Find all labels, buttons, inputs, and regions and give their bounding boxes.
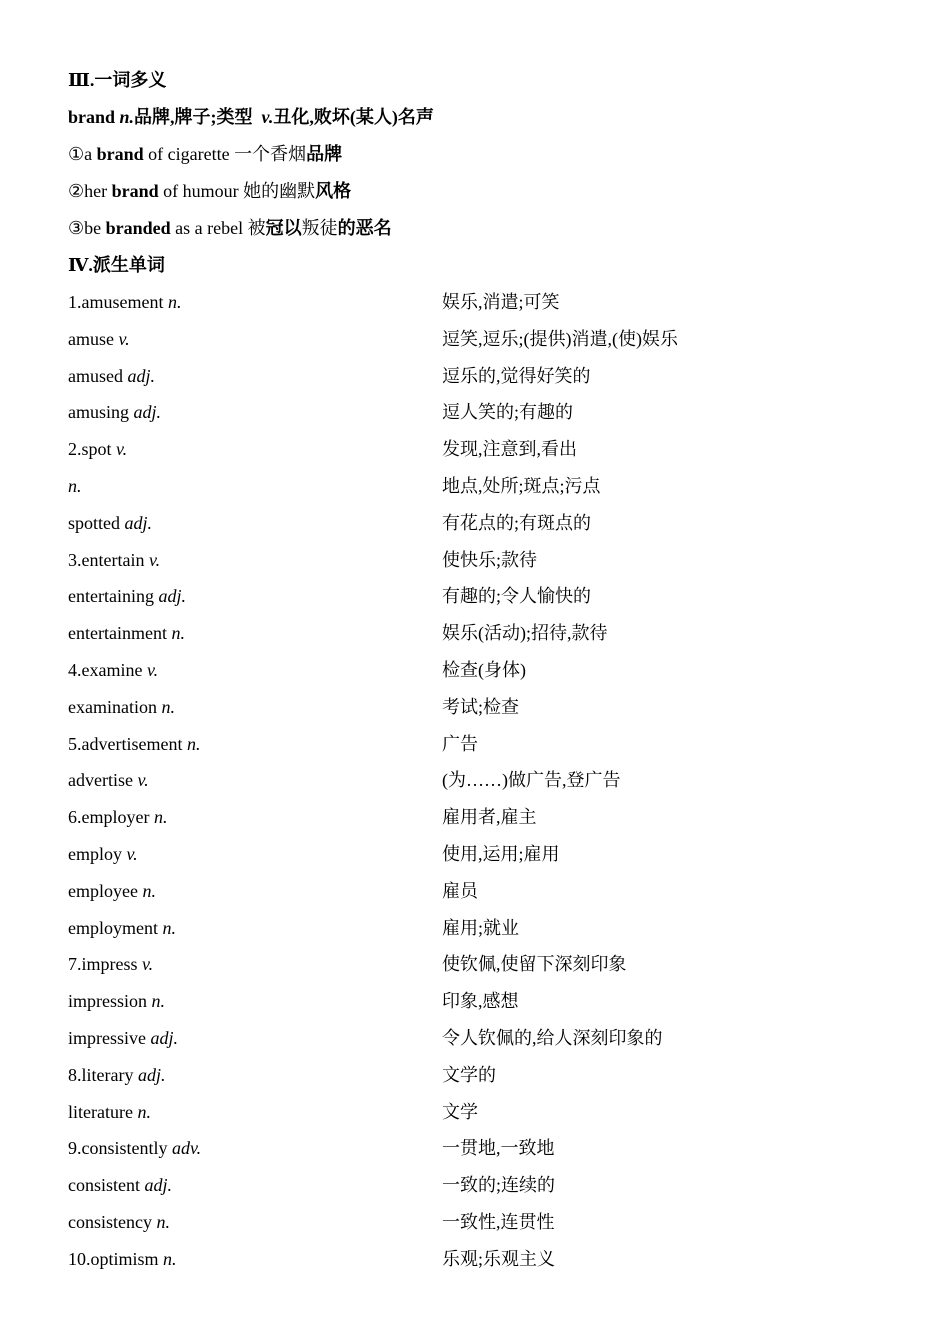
word-cell: [68, 582, 442, 619]
part-of-speech: n.: [142, 880, 156, 901]
entry-meaning-verb: 丑化,败坏(某人)名声: [273, 107, 434, 127]
word-cell: [68, 1061, 442, 1098]
list-item: [68, 877, 888, 914]
part-of-speech: adj.: [158, 586, 186, 607]
document-page: [68, 66, 888, 1282]
part-of-speech: v.: [137, 770, 149, 791]
word-cell: [68, 1245, 442, 1282]
meaning-cell: 一致性,连贯性: [442, 1211, 555, 1232]
list-item: [68, 398, 888, 435]
list-item: [68, 1061, 888, 1098]
list-item: [68, 546, 888, 583]
example-keyword: brand: [96, 144, 144, 164]
example-keyword-cn: 冠以: [265, 218, 302, 238]
list-item: [68, 582, 888, 619]
example-text: 叛徒: [301, 218, 338, 238]
part-of-speech: v.: [142, 954, 154, 975]
meaning-cell: 印象,感想: [442, 991, 519, 1012]
list-item: [68, 1208, 888, 1245]
meaning-cell: 使快乐;款待: [442, 549, 538, 570]
meaning-cell: 有花点的;有斑点的: [442, 512, 592, 533]
part-of-speech: adv.: [172, 1138, 202, 1159]
part-of-speech: n.: [167, 292, 182, 312]
list-item: [68, 472, 888, 509]
word-text: 9.consistently: [68, 1138, 172, 1159]
word-text: impression: [68, 991, 152, 1012]
list-item: [68, 1245, 888, 1282]
part-of-speech: v.: [116, 439, 128, 460]
meaning-cell: 使用,运用;雇用: [442, 843, 560, 864]
word-text: 6.employer: [68, 807, 154, 828]
word-cell: [68, 619, 442, 656]
word-text: 3.entertain: [68, 549, 149, 570]
word-text: 7.impress: [68, 954, 142, 975]
list-item: [68, 914, 888, 951]
list-item: [68, 766, 888, 803]
meaning-cell: 乐观;乐观主义: [442, 1248, 556, 1269]
meaning-cell: 逗人笑的;有趣的: [442, 402, 574, 423]
meaning-cell: 使钦佩,使留下深刻印象: [442, 954, 627, 975]
example-2: [68, 177, 888, 214]
section-heading-polysemy: Ⅲ.一词多义: [68, 70, 167, 90]
example-keyword-cn: 的恶名: [337, 218, 392, 238]
entry-word: brand: [68, 107, 116, 127]
list-item: [68, 803, 888, 840]
word-cell: [68, 509, 442, 546]
word-text: amuse: [68, 328, 119, 349]
list-item: [68, 950, 888, 987]
list-item: [68, 362, 888, 399]
meaning-cell: 文学的: [442, 1064, 496, 1085]
word-text: amused: [68, 365, 128, 386]
word-cell: [68, 730, 442, 767]
word-text: 1.amusement: [68, 292, 168, 312]
part-of-speech: n.: [186, 733, 201, 754]
word-text: employee: [68, 880, 143, 901]
list-item: [68, 619, 888, 656]
word-text: 8.literary: [68, 1064, 138, 1085]
part-of-speech: adj.: [137, 1064, 166, 1085]
meaning-cell: 一贯地,一致地: [442, 1138, 555, 1159]
section-heading-derivatives: Ⅳ.派生单词: [68, 255, 165, 275]
derivative-word-list: [68, 288, 888, 1282]
word-text: literature: [68, 1101, 138, 1122]
word-cell: [68, 1134, 442, 1171]
word-cell: [68, 693, 442, 730]
word-text: amusing: [68, 402, 134, 423]
word-cell: [68, 877, 442, 914]
entry-brand: [68, 103, 888, 140]
part-of-speech: v.: [118, 328, 130, 349]
word-text: employ: [68, 843, 127, 864]
word-cell: [68, 1208, 442, 1245]
example-text: ③be: [68, 218, 106, 238]
part-of-speech: adj.: [127, 365, 155, 386]
list-item: [68, 509, 888, 546]
word-cell: [68, 362, 442, 399]
meaning-cell: 逗乐的,觉得好笑的: [442, 365, 591, 386]
entry-pos-noun: n.: [119, 107, 135, 127]
meaning-cell: 广告: [442, 733, 478, 754]
word-text: examination: [68, 696, 162, 717]
word-text: impressive: [68, 1027, 151, 1048]
word-cell: [68, 803, 442, 840]
word-text: advertise: [68, 770, 138, 791]
word-cell: [68, 987, 442, 1024]
part-of-speech: n.: [163, 1248, 177, 1269]
example-keyword: branded: [105, 218, 171, 238]
list-item: [68, 435, 888, 472]
word-cell: [68, 1171, 442, 1208]
word-cell: [68, 435, 442, 472]
part-of-speech: v.: [126, 843, 138, 864]
meaning-cell: 文学: [442, 1101, 478, 1122]
word-cell: [68, 325, 442, 362]
part-of-speech: adj.: [150, 1027, 179, 1048]
example-keyword: brand: [111, 181, 159, 201]
word-cell: [68, 914, 442, 951]
part-of-speech: n.: [151, 991, 165, 1012]
meaning-cell: 雇用者,雇主: [442, 807, 537, 828]
example-keyword-cn: 风格: [315, 181, 352, 201]
example-text: ①a: [68, 144, 97, 164]
list-item: [68, 840, 888, 877]
entry-pos-verb: v.: [261, 107, 274, 127]
meaning-cell: 娱乐(活动);招待,款待: [442, 623, 608, 644]
example-3: [68, 214, 888, 251]
example-text: of cigarette 一个香烟: [143, 144, 307, 164]
word-cell: [68, 766, 442, 803]
meaning-cell: 雇员: [442, 880, 478, 901]
part-of-speech: n.: [68, 475, 82, 496]
list-item: [68, 325, 888, 362]
word-cell: [68, 472, 442, 509]
example-text: ②her: [68, 181, 112, 201]
word-cell: [68, 840, 442, 877]
meaning-cell: 发现,注意到,看出: [442, 439, 577, 460]
meaning-cell: 令人钦佩的,给人深刻印象的: [442, 1027, 663, 1048]
part-of-speech: n.: [161, 696, 175, 717]
example-text: of humour 她的幽默: [158, 181, 316, 201]
example-text: as a rebel 被: [170, 218, 266, 238]
word-text: 10.optimism: [68, 1248, 164, 1269]
part-of-speech: n.: [156, 1211, 170, 1232]
meaning-cell: 一致的;连续的: [442, 1175, 556, 1196]
list-item: [68, 1024, 888, 1061]
part-of-speech: n.: [137, 1101, 151, 1122]
part-of-speech: v.: [146, 659, 159, 680]
meaning-cell: 逗笑,逗乐;(提供)消遣,(使)娱乐: [442, 328, 678, 349]
word-text: entertaining: [68, 586, 159, 607]
list-item: [68, 730, 888, 767]
meaning-cell: 娱乐,消遣;可笑: [442, 292, 560, 312]
word-text: 5.advertisement: [68, 733, 187, 754]
word-cell: [68, 398, 442, 435]
word-cell: [68, 546, 442, 583]
word-text: entertainment: [68, 623, 172, 644]
part-of-speech: adj.: [124, 512, 153, 533]
part-of-speech: adj.: [133, 402, 162, 423]
list-item: [68, 1098, 888, 1135]
meaning-cell: 检查(身体): [442, 659, 526, 680]
part-of-speech: adj.: [144, 1175, 173, 1196]
word-text: consistent: [68, 1175, 145, 1196]
word-text: employment: [68, 917, 163, 938]
word-cell: [68, 288, 442, 325]
word-text: spotted: [68, 512, 125, 533]
entry-meaning-noun: 品牌,牌子;类型: [134, 107, 253, 127]
meaning-cell: 有趣的;令人愉快的: [442, 586, 592, 607]
example-1: [68, 140, 888, 177]
meaning-cell: (为……)做广告,登广告: [442, 770, 621, 791]
example-keyword-cn: 品牌: [306, 144, 343, 164]
part-of-speech: n.: [162, 917, 176, 938]
word-cell: [68, 1024, 442, 1061]
meaning-cell: 地点,处所;斑点;污点: [442, 475, 601, 496]
word-text: 4.examine: [68, 659, 147, 680]
list-item: [68, 1134, 888, 1171]
word-cell: [68, 1098, 442, 1135]
word-text: consistency: [68, 1211, 157, 1232]
part-of-speech: v.: [148, 549, 161, 570]
list-item: [68, 288, 888, 325]
list-item: [68, 987, 888, 1024]
meaning-cell: 雇用;就业: [442, 917, 520, 938]
word-text: 2.spot: [68, 439, 117, 460]
list-item: [68, 693, 888, 730]
part-of-speech: n.: [171, 623, 185, 644]
list-item: [68, 656, 888, 693]
list-item: [68, 1171, 888, 1208]
word-cell: [68, 950, 442, 987]
word-cell: [68, 656, 442, 693]
meaning-cell: 考试;检查: [442, 696, 520, 717]
part-of-speech: n.: [153, 807, 168, 828]
